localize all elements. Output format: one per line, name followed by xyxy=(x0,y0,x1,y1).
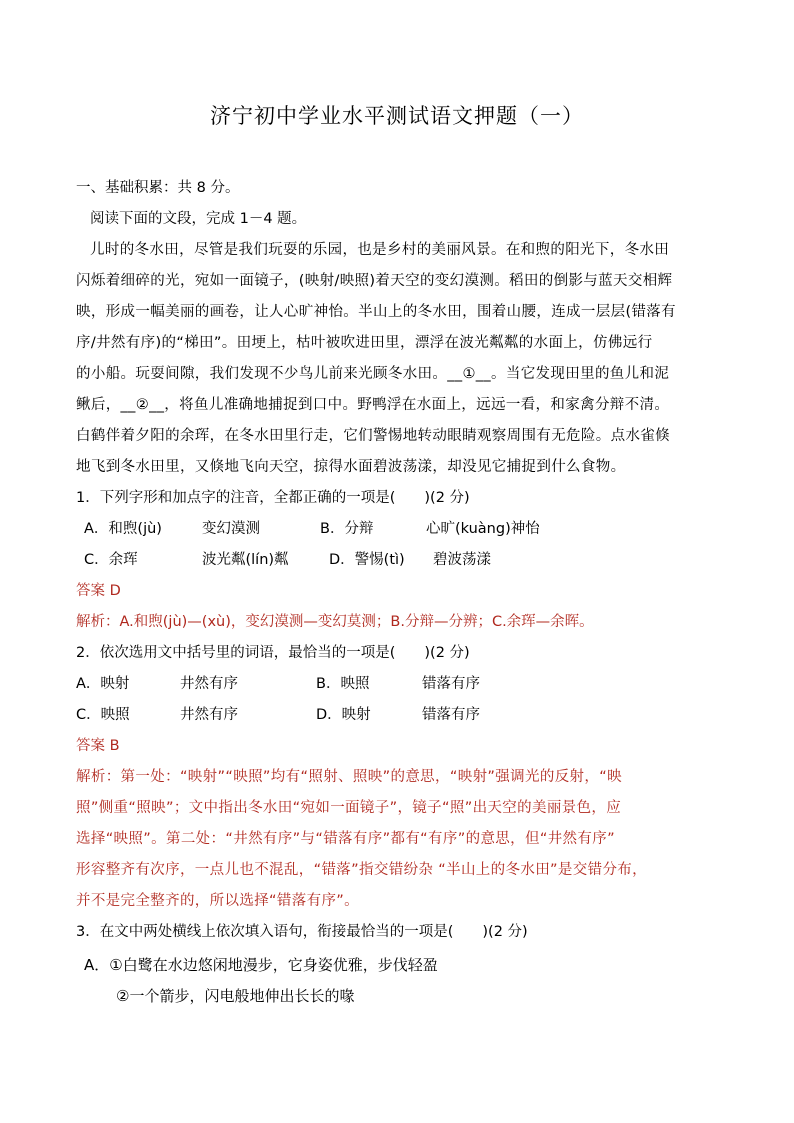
question-3-option-a xyxy=(84,955,729,975)
option-a-label: A．映射 xyxy=(76,676,130,692)
question-3-stem: 3．在文中两处横线上依次填入语句，衔接最恰当的一项是( )(2 分) xyxy=(76,924,528,940)
option-b-word: 心旷(kuàng)神怡 xyxy=(426,521,540,537)
option-b-word: 错落有序 xyxy=(422,676,480,692)
option-a-label: A． xyxy=(84,956,110,974)
option-a-word: 井然有序 xyxy=(180,676,238,692)
option-c-label: C．余珲 xyxy=(84,552,138,568)
passage-line: 闪烁着细碎的光，宛如一面镜子，(映射/映照)着天空的变幻漠测。稻田的倒影与蓝天交相辉 xyxy=(76,273,673,289)
option-a-label: A．和煦(jù) xyxy=(84,521,162,537)
option-c-word: 井然有序 xyxy=(180,707,238,723)
passage-line: 白鹤伴着夕阳的余珲，在冬水田里行走，它们警惕地转动眼睛观察周围有无危险。点水雀倏 xyxy=(76,428,670,444)
option-a-line-1: ①白鹭在水边悠闲地漫步，它身姿优雅，步伐轻盈 xyxy=(109,956,438,974)
option-a-word: 变幻漠测 xyxy=(202,521,260,537)
passage-line: 鳅后，__②__，将鱼儿准确地捕捉到口中。野鸭浮在水面上，远远一看，和家禽分辩不清。 xyxy=(76,397,670,413)
analysis-line: 并不是完全整齐的，所以选择“错落有序”。 xyxy=(76,893,360,909)
analysis-line: 解析：第一处：“映射”“映照”均有“照射、照映”的意思，“映射”强调光的反射，“映 xyxy=(76,769,622,785)
passage-line: 儿时的冬水田，尽管是我们玩耍的乐园，也是乡村的美丽风景。在和煦的阳光下，冬水田 xyxy=(90,242,670,258)
passage-line: 地飞到冬水田里，又倏地飞向天空，掠得水面碧波荡漾，却没见它捕捉到什么食物。 xyxy=(76,459,626,475)
option-c-word: 波光粼(lín)粼 xyxy=(202,552,289,568)
analysis-line: 照”侧重“照映”；文中指出冬水田“宛如一面镜子”，镜子“照”出天空的美丽景色，应 xyxy=(76,800,622,816)
section-heading: 一、基础积累：共 8 分。 xyxy=(76,180,240,196)
option-d-label: D．映射 xyxy=(316,707,371,723)
question-1-answer: 答案 D xyxy=(76,583,121,599)
question-2-stem: 2．依次选用文中括号里的词语，最恰当的一项是( )(2 分) xyxy=(76,645,470,661)
passage-line: 映，形成一幅美丽的画卷，让人心旷神怡。半山上的冬水田，围着山腰，连成一层层(错落有 xyxy=(76,304,677,320)
option-d-word: 错落有序 xyxy=(422,707,480,723)
passage-line: 序/井然有序)的“梯田”。田埂上，枯叶被吹进田里，漂浮在波光粼粼的水面上，仿佛远行 xyxy=(76,335,653,351)
option-a-line-2: ②一个箭步，闪电般地伸出长长的喙 xyxy=(116,987,355,1005)
option-b-label: B．分辩 xyxy=(320,521,374,537)
option-d-word: 碧波荡漾 xyxy=(433,552,491,568)
analysis-line: 形容整齐有次序，一点儿也不混乱，“错落”指交错纷杂 “半山上的冬水田”是交错分布， xyxy=(76,862,648,878)
option-d-label: D．警惕(tì) xyxy=(329,552,405,568)
passage-line: 的小船。玩耍间隙，我们发现不少鸟儿前来光顾冬水田。__①__。当它发现田里的鱼儿和泥 xyxy=(76,366,670,382)
option-c-label: C．映照 xyxy=(76,707,130,723)
question-1-stem: 1．下列字形和加点字的注音，全都正确的一项是( )(2 分) xyxy=(76,490,470,506)
analysis-line: 选择“映照”。第二处：“井然有序”与“错落有序”都有“有序”的意思，但“井然有序” xyxy=(76,831,615,847)
page-title: 济宁初中学业水平测试语文押题（一） xyxy=(210,104,584,128)
reading-instruction: 阅读下面的文段，完成 1－4 题。 xyxy=(90,211,307,227)
question-2-answer: 答案 B xyxy=(76,738,120,754)
option-b-label: B．映照 xyxy=(316,676,370,692)
question-1-analysis: 解析：A.和煦(jù)—(xù)，变幻漠测—变幻莫测；B.分辩—分辨；C.余珲—余晖。 xyxy=(76,614,594,630)
